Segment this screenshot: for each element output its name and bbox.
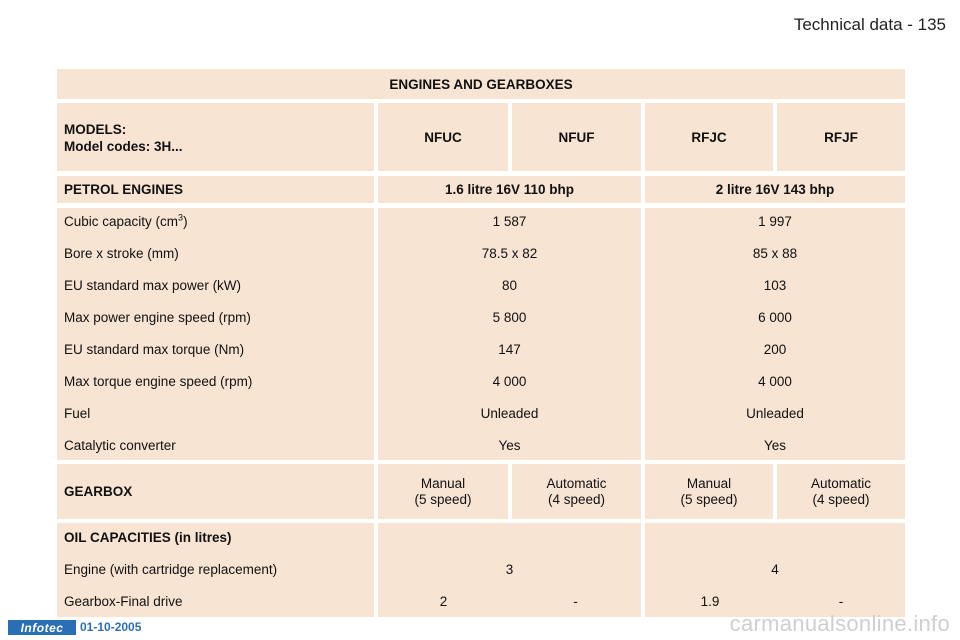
gearbox-cell [777, 464, 905, 519]
gearbox-speeds: (5 speed) [414, 492, 472, 507]
oil-values-20 [645, 523, 905, 617]
spec-value: 85 x 88 [752, 246, 798, 261]
model-code-nfuc: NFUC [378, 103, 508, 171]
spec-value: 5 800 [492, 310, 527, 325]
oil-gearbox-value: 1.9 [700, 594, 720, 609]
engine-group-1: 1.6 litre 16V 110 bhp [378, 176, 641, 203]
oil-labels [57, 523, 374, 617]
superscript-3: 3 [178, 212, 184, 223]
specs-labels [57, 208, 374, 460]
oil-capacities-label: OIL CAPACITIES (in litres) [64, 530, 232, 545]
gearbox-type: Manual [420, 476, 466, 491]
spec-value: 80 [501, 278, 518, 293]
gearbox-cell [512, 464, 641, 519]
spec-value: Unleaded [746, 406, 804, 421]
gearbox-speeds: (4 speed) [547, 492, 606, 507]
oil-engine-value: 3 [505, 562, 514, 577]
spec-label-max-torque: EU standard max torque (Nm) [64, 342, 245, 357]
infotec-logo: Infotec [8, 620, 76, 635]
petrol-engines-label: PETROL ENGINES [57, 176, 374, 203]
models-label-line2: Model codes: 3H... [64, 139, 183, 154]
spec-label-max-power-speed: Max power engine speed (rpm) [64, 310, 251, 325]
gearbox-cell [378, 464, 508, 519]
gearbox-type: Automatic [810, 476, 872, 491]
gearbox-speeds: (4 speed) [812, 492, 870, 507]
spec-value: 1 587 [492, 214, 527, 229]
spec-value: 6 000 [758, 310, 792, 325]
oil-engine-value: 4 [771, 562, 779, 577]
oil-values-16 [378, 523, 641, 617]
oil-gearbox-label: Gearbox-Final drive [64, 594, 183, 609]
gearbox-cell [645, 464, 773, 519]
model-code-nfuf: NFUF [512, 103, 641, 171]
table-title: ENGINES AND GEARBOXES [57, 69, 905, 99]
spec-value: 78.5 x 82 [481, 246, 538, 261]
gearbox-label: GEARBOX [57, 464, 374, 519]
spec-value: Unleaded [480, 406, 539, 421]
spec-value: 103 [763, 278, 787, 293]
gearbox-type: Automatic [546, 476, 607, 491]
engine-group-2: 2 litre 16V 143 bhp [645, 176, 905, 203]
oil-engine-label: Engine (with cartridge replacement) [64, 562, 278, 577]
specs-values-16 [378, 208, 641, 460]
oil-gearbox-value: - [573, 594, 578, 609]
spec-label-cubic-capacity: Cubic capacity $(cm^3)$ [64, 212, 188, 229]
gearbox-speeds: (5 speed) [680, 492, 738, 507]
spec-label-bore-stroke: Bore x stroke (mm) [64, 246, 179, 261]
spec-label-max-torque-speed: Max torque engine speed (rpm) [64, 374, 253, 389]
oil-gearbox-value: 2 [439, 594, 448, 609]
models-label-line1: MODELS: [64, 122, 127, 137]
watermark: carmanualsonline.info [729, 611, 950, 636]
spec-value: 4 000 [492, 374, 527, 389]
footer-date: 01-10-2005 [80, 620, 142, 634]
spec-label-fuel: Fuel [64, 406, 91, 421]
spec-label-catalytic-converter: Catalytic converter [64, 438, 176, 453]
spec-value: 200 [763, 342, 787, 357]
model-code-rfjc: RFJC [645, 103, 773, 171]
specs-values-20 [645, 208, 905, 460]
spec-value: 147 [498, 342, 521, 357]
spec-value: Yes [763, 438, 787, 453]
spec-label-max-power: EU standard max power (kW) [64, 278, 242, 293]
spec-value: 1 997 [758, 214, 792, 229]
spec-value: Yes [498, 438, 521, 453]
oil-gearbox-value: - [838, 594, 844, 609]
model-code-rfjf: RFJF [777, 103, 905, 171]
spec-value: 4 000 [758, 374, 792, 389]
page-header: Technical data - 135 [793, 15, 946, 34]
gearbox-type: Manual [686, 476, 732, 491]
models-label [57, 103, 374, 171]
